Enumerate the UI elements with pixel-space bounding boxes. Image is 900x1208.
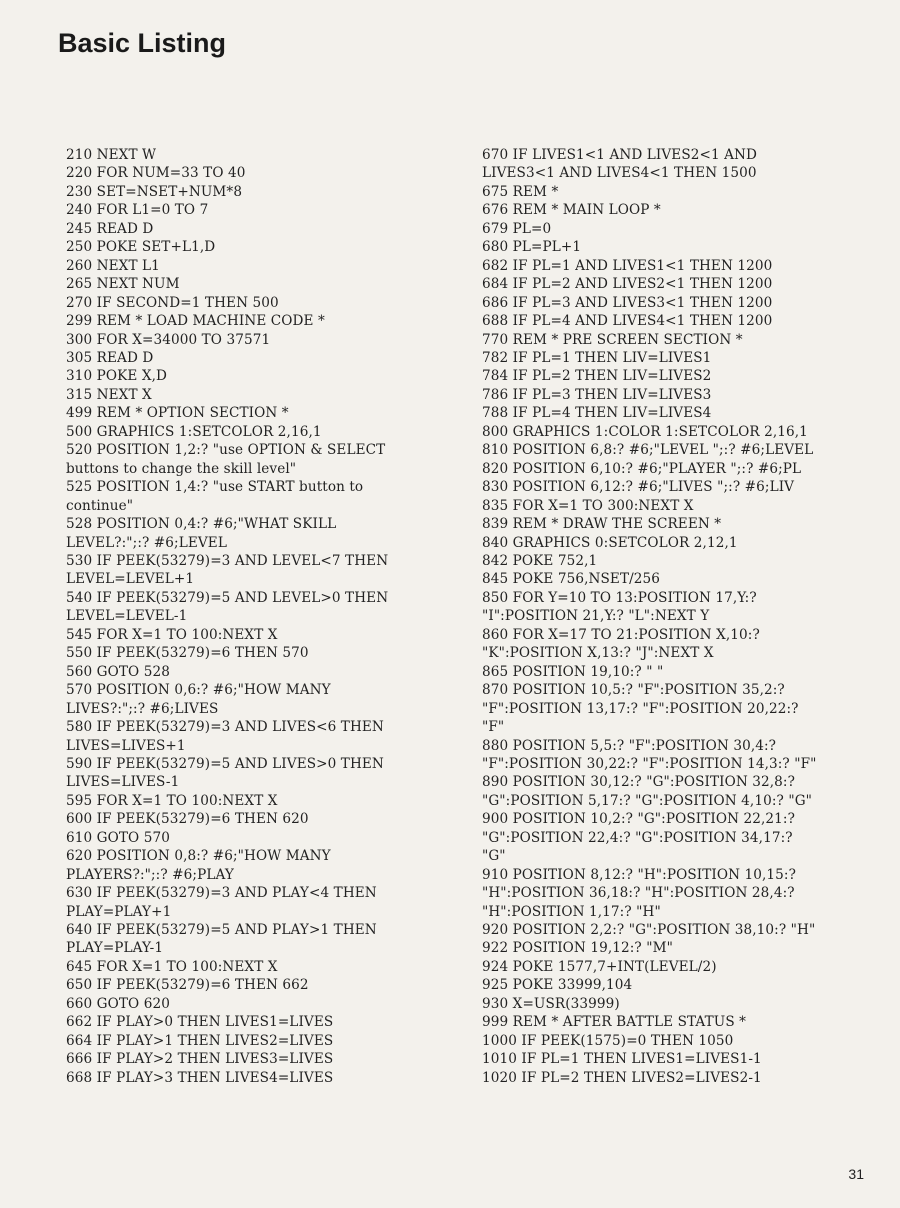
page-title: Basic Listing xyxy=(58,28,227,58)
code-line: 640 IF PEEK(53279)=5 AND PLAY>1 THEN xyxy=(66,922,377,939)
code-line: 850 FOR Y=10 TO 13:POSITION 17,Y:? xyxy=(482,589,757,606)
code-line: 830 POSITION 6,12:? #6;"LIVES ";:? #6;LIV xyxy=(482,479,795,496)
code-line: "I":POSITION 21,Y:? "L":NEXT Y xyxy=(482,608,710,625)
code-line: "H":POSITION 1,17:? "H" xyxy=(482,903,661,920)
code-line: PLAYERS?:";:? #6;PLAY xyxy=(66,866,234,883)
code-line: 788 IF PL=4 THEN LIV=LIVES4 xyxy=(482,405,712,422)
page-number: 31 xyxy=(848,1166,864,1182)
code-line: PLAY=PLAY+1 xyxy=(66,903,172,920)
code-line: 620 POSITION 0,8:? #6;"HOW MANY xyxy=(66,848,331,865)
code-line: buttons to change the skill level" xyxy=(66,460,297,477)
code-line: 664 IF PLAY>1 THEN LIVES2=LIVES xyxy=(66,1032,334,1049)
code-line: 842 POKE 752,1 xyxy=(482,552,598,569)
code-line: 784 IF PL=2 THEN LIV=LIVES2 xyxy=(482,368,712,385)
code-line: 930 X=USR(33999) xyxy=(482,995,620,1012)
code-line: 688 IF PL=4 AND LIVES4<1 THEN 1200 xyxy=(482,313,773,330)
code-line: 835 FOR X=1 TO 300:NEXT X xyxy=(482,497,694,514)
code-line: 670 IF LIVES1<1 AND LIVES2<1 AND xyxy=(482,147,758,163)
code-line: 250 POKE SET+L1,D xyxy=(66,239,216,256)
code-line: 999 REM * AFTER BATTLE STATUS * xyxy=(482,1014,747,1031)
code-line: 920 POSITION 2,2:? "G":POSITION 38,10:? "H" xyxy=(482,922,816,939)
code-line: 545 FOR X=1 TO 100:NEXT X xyxy=(66,626,278,643)
code-line: 230 SET=NSET+NUM*8 xyxy=(66,183,243,200)
code-line: 315 NEXT X xyxy=(66,386,152,403)
code-line: 684 IF PL=2 AND LIVES2<1 THEN 1200 xyxy=(482,276,773,293)
code-line: 560 GOTO 528 xyxy=(66,663,170,680)
code-line: 500 GRAPHICS 1:SETCOLOR 2,16,1 xyxy=(66,423,322,440)
code-line: 499 REM * OPTION SECTION * xyxy=(66,405,289,422)
code-line: 645 FOR X=1 TO 100:NEXT X xyxy=(66,958,278,975)
code-line: 910 POSITION 8,12:? "H":POSITION 10,15:? xyxy=(482,866,796,883)
code-line: continue" xyxy=(66,497,134,514)
code-line: 220 FOR NUM=33 TO 40 xyxy=(66,165,246,182)
code-line: PLAY=PLAY-1 xyxy=(66,940,164,957)
code-line: 595 FOR X=1 TO 100:NEXT X xyxy=(66,792,278,809)
code-line: "K":POSITION X,13:? "J":NEXT X xyxy=(482,645,714,662)
code-line: LEVEL=LEVEL-1 xyxy=(66,608,188,625)
code-line: 666 IF PLAY>2 THEN LIVES3=LIVES xyxy=(66,1051,334,1068)
code-line: 676 REM * MAIN LOOP * xyxy=(482,202,661,219)
code-line: 880 POSITION 5,5:? "F":POSITION 30,4:? xyxy=(482,737,777,754)
code-line: 528 POSITION 0,4:? #6;"WHAT SKILL xyxy=(66,516,337,533)
code-line: LIVES3<1 AND LIVES4<1 THEN 1500 xyxy=(482,165,757,182)
code-line: 570 POSITION 0,6:? #6;"HOW MANY xyxy=(66,682,331,699)
code-line: 810 POSITION 6,8:? #6;"LEVEL ";:? #6;LEVEL xyxy=(482,442,814,459)
code-line: "H":POSITION 36,18:? "H":POSITION 28,4:? xyxy=(482,885,795,902)
code-line: 299 REM * LOAD MACHINE CODE * xyxy=(66,313,325,330)
code-line: 820 POSITION 6,10:? #6;"PLAYER ";:? #6;PL xyxy=(482,460,802,477)
code-line: 1000 IF PEEK(1575)=0 THEN 1050 xyxy=(482,1032,734,1049)
code-line: 668 IF PLAY>3 THEN LIVES4=LIVES xyxy=(66,1069,334,1086)
code-line: 680 PL=PL+1 xyxy=(482,239,582,256)
code-line: "F":POSITION 13,17:? "F":POSITION 20,22:? xyxy=(482,700,799,717)
code-line: 770 REM * PRE SCREEN SECTION * xyxy=(482,331,743,348)
code-line: 300 FOR X=34000 TO 37571 xyxy=(66,331,271,348)
code-line: 310 POKE X,D xyxy=(66,368,168,385)
code-line: 270 IF SECOND=1 THEN 500 xyxy=(66,294,279,311)
code-line: 679 PL=0 xyxy=(482,220,552,237)
code-line: "G" xyxy=(482,848,506,865)
code-line: 925 POKE 33999,104 xyxy=(482,977,633,994)
code-line: "G":POSITION 5,17:? "G":POSITION 4,10:? "G" xyxy=(482,792,813,809)
code-line: LIVES?:";:? #6;LIVES xyxy=(66,700,219,717)
code-line: 800 GRAPHICS 1:COLOR 1:SETCOLOR 2,16,1 xyxy=(482,423,808,440)
code-line: 530 IF PEEK(53279)=3 AND LEVEL<7 THEN xyxy=(66,552,389,569)
code-line: LEVEL=LEVEL+1 xyxy=(66,571,195,588)
code-line: 1010 IF PL=1 THEN LIVES1=LIVES1-1 xyxy=(482,1051,762,1068)
listing-left-column xyxy=(66,146,450,1087)
code-line: "F":POSITION 30,22:? "F":POSITION 14,3:? "F" xyxy=(482,755,817,772)
code-line: 590 IF PEEK(53279)=5 AND LIVES>0 THEN xyxy=(66,755,384,772)
code-line: 675 REM * xyxy=(482,183,559,200)
code-line: 845 POKE 756,NSET/256 xyxy=(482,571,661,588)
code-line: 520 POSITION 1,2:? "use OPTION & SELECT xyxy=(66,442,386,459)
code-line: 786 IF PL=3 THEN LIV=LIVES3 xyxy=(482,386,712,403)
code-line: 839 REM * DRAW THE SCREEN * xyxy=(482,516,722,533)
code-line: 890 POSITION 30,12:? "G":POSITION 32,8:? xyxy=(482,774,795,791)
code-line: 630 IF PEEK(53279)=3 AND PLAY<4 THEN xyxy=(66,885,377,902)
code-line: 686 IF PL=3 AND LIVES3<1 THEN 1200 xyxy=(482,294,773,311)
code-line: LIVES=LIVES+1 xyxy=(66,737,186,754)
code-line: 240 FOR L1=0 TO 7 xyxy=(66,202,209,219)
code-line: 860 FOR X=17 TO 21:POSITION X,10:? xyxy=(482,626,760,643)
code-line: 265 NEXT NUM xyxy=(66,276,180,293)
code-line: 540 IF PEEK(53279)=5 AND LEVEL>0 THEN xyxy=(66,589,389,606)
code-line: LIVES=LIVES-1 xyxy=(66,774,180,791)
code-line: 550 IF PEEK(53279)=6 THEN 570 xyxy=(66,645,309,662)
listing-right-column xyxy=(482,146,878,1087)
code-line: 260 NEXT L1 xyxy=(66,257,160,274)
code-line: 660 GOTO 620 xyxy=(66,995,170,1012)
code-line: 610 GOTO 570 xyxy=(66,829,170,846)
code-line: 682 IF PL=1 AND LIVES1<1 THEN 1200 xyxy=(482,257,773,274)
code-line: 305 READ D xyxy=(66,349,154,366)
code-line: "G":POSITION 22,4:? "G":POSITION 34,17:? xyxy=(482,829,793,846)
code-line: 600 IF PEEK(53279)=6 THEN 620 xyxy=(66,811,309,828)
code-line: 840 GRAPHICS 0:SETCOLOR 2,12,1 xyxy=(482,534,738,551)
code-line: 662 IF PLAY>0 THEN LIVES1=LIVES xyxy=(66,1014,334,1031)
code-line: LEVEL?:";:? #6;LEVEL xyxy=(66,534,227,551)
code-line: 900 POSITION 10,2:? "G":POSITION 22,21:? xyxy=(482,811,795,828)
code-line: 525 POSITION 1,4:? "use START button to xyxy=(66,479,364,496)
code-line: 870 POSITION 10,5:? "F":POSITION 35,2:? xyxy=(482,682,785,699)
code-line: "F" xyxy=(482,719,505,736)
code-line: 782 IF PL=1 THEN LIV=LIVES1 xyxy=(482,349,712,366)
code-line: 210 NEXT W xyxy=(66,147,157,163)
code-line: 922 POSITION 19,12:? "M" xyxy=(482,940,673,957)
code-line: 580 IF PEEK(53279)=3 AND LIVES<6 THEN xyxy=(66,719,384,736)
code-line: 245 READ D xyxy=(66,220,154,237)
code-line: 865 POSITION 19,10:? " " xyxy=(482,663,664,680)
code-line: 1020 IF PL=2 THEN LIVES2=LIVES2-1 xyxy=(482,1069,762,1086)
code-line: 650 IF PEEK(53279)=6 THEN 662 xyxy=(66,977,309,994)
code-line: 924 POKE 1577,7+INT(LEVEL/2) xyxy=(482,958,717,975)
